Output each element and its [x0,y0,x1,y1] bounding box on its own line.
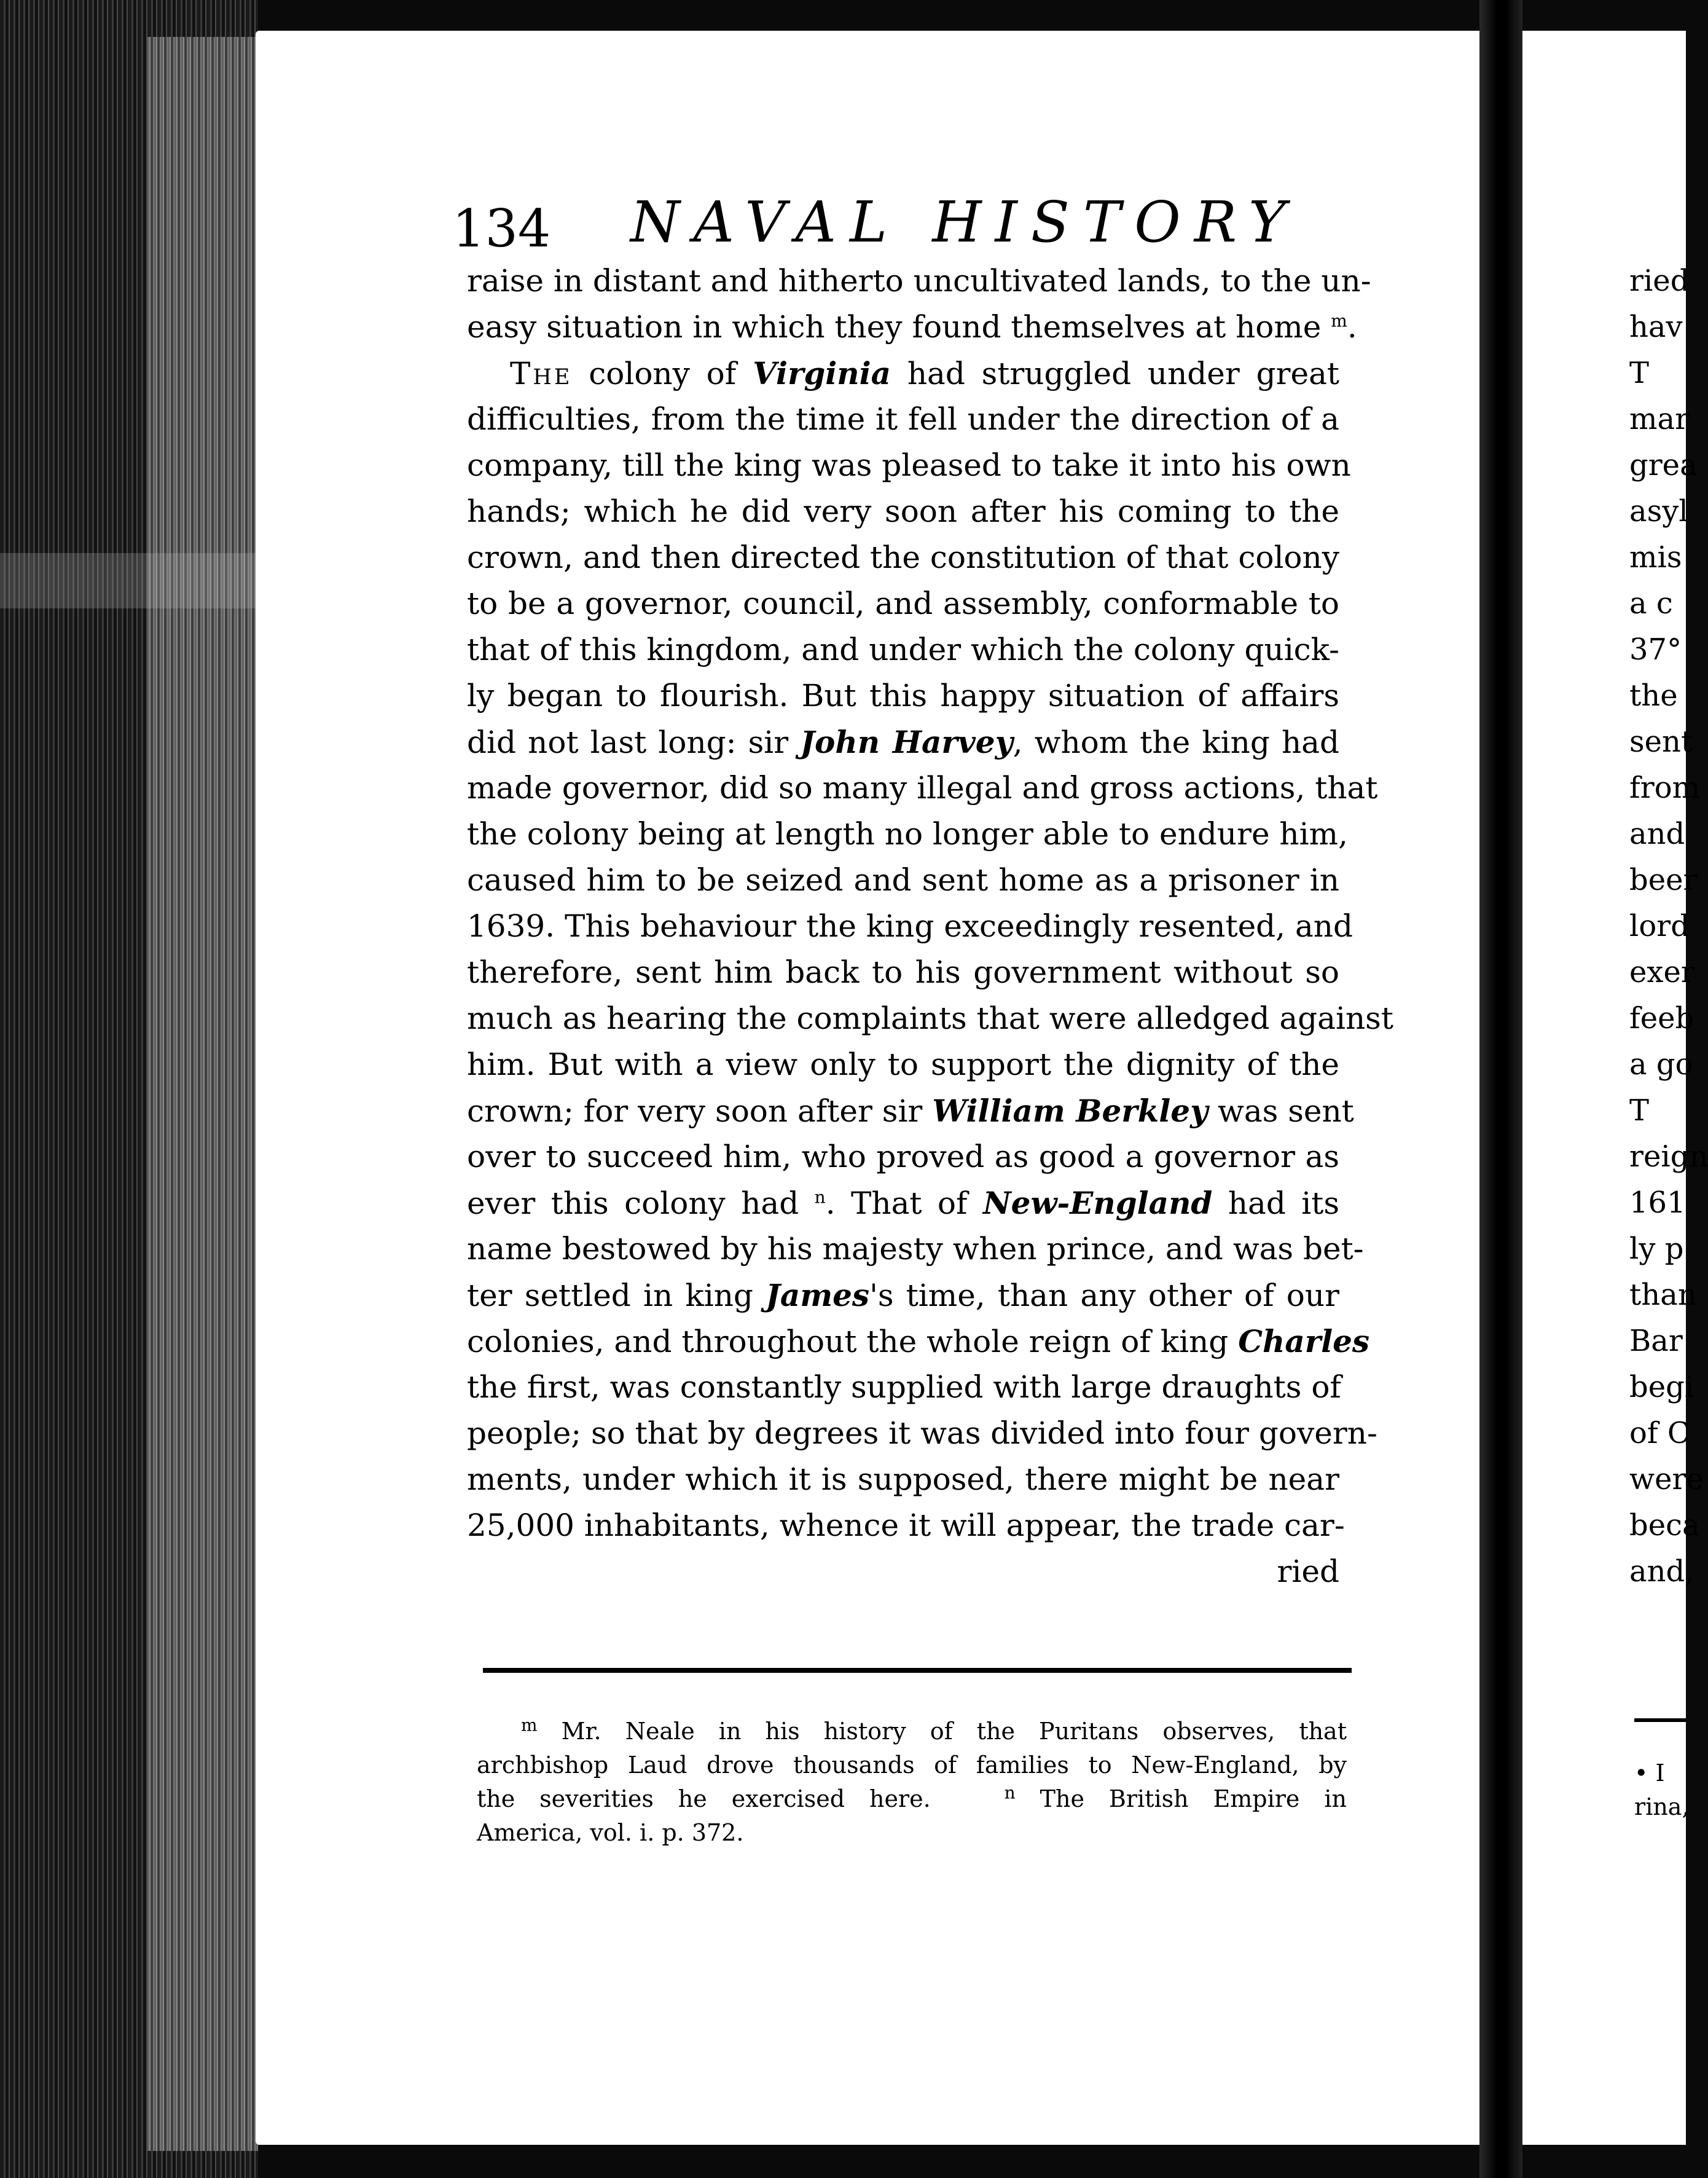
text-line: 1639. This behaviour the king exceedingly resented, and [467,908,1353,944]
right-page-line: were [1629,1462,1704,1496]
right-page-footnote-rule [1634,1718,1686,1722]
book-fore-edge [0,0,258,2178]
footnotes [477,1715,1347,1850]
light-band [0,553,258,608]
body-text [467,258,1393,1595]
right-page-line: and, [1629,1554,1694,1589]
italic-name: John Harvey [800,724,1013,760]
footnote-mark: n [1004,1782,1016,1803]
right-page-footnotes [1634,1756,1690,1824]
right-page-line: asyl [1629,494,1688,529]
text-line: the first, was constantly supplied with large draughts of [467,1369,1341,1405]
right-page-line: grea [1629,448,1698,482]
text-line: over to succeed him, who proved as good a governor as [467,1139,1339,1174]
footnote-mark: n [814,1187,826,1208]
running-head [452,184,1349,264]
text-line: ments, under which it is supposed, there might be near [467,1461,1339,1497]
text-line: the colony being at length no longer able to endure him, [467,816,1348,852]
italic-name: Charles [1238,1323,1370,1359]
text-line: difficulties, from the time it fell under the direction of a [467,401,1339,437]
text-line: crown, and then directed the constitution of that colony [467,540,1339,575]
text-line: him. But with a view only to support the dignity of the [467,1047,1339,1082]
text-line: colonies, and throughout the whole reign of king Charles [467,1323,1370,1359]
text-line: made governor, did so many illegal and gross actions, that [467,770,1378,806]
page-stack-edges [147,37,258,2151]
page-title: NAVAL HISTORY [630,189,1299,255]
right-page-footnote-line: rina, [1634,1793,1690,1820]
right-page-footnote-line: • I [1634,1759,1665,1787]
right-page-line: feeb [1629,1001,1694,1036]
right-page-line: T [1629,1093,1650,1128]
text-line: ter settled in king James's time, than any other of our [467,1277,1339,1313]
right-page-line: ried [1629,264,1690,298]
right-page-line: hav [1629,310,1683,344]
footnote-line: $^m$ Mr. Neale in his history of the Puritans observes, that [521,1715,1347,1745]
text-line: company, till the king was pleased to take it into his own [467,447,1351,483]
right-page-line: and [1629,817,1685,851]
italic-name: James [766,1277,870,1313]
right-page-line: begi [1629,1370,1694,1404]
italic-name: New-England [982,1185,1213,1221]
book-gutter [1479,0,1522,2178]
footnote-line: America, vol. i. p. 372. [477,1819,744,1846]
catchword: ried [1277,1554,1339,1589]
text-line: ever this colony had $^n$. That of New-England had its [467,1185,1340,1221]
footnote-line: archbishop Laud drove thousands of families to New-England, by [477,1751,1347,1779]
right-page-line: T [1629,356,1650,390]
right-page-line: of C [1629,1416,1690,1450]
right-page-line: ly p [1629,1232,1684,1266]
text-line: caused him to be seized and sent home as a prisoner in [467,862,1339,898]
text-line: did not last long: sir John Harvey, whom the king had [467,724,1339,760]
right-page-line: a c [1629,586,1673,621]
small-caps-word: The [510,356,573,391]
text-line: to be a governor, council, and assembly, conformable to [467,586,1339,621]
right-page-line: sent [1629,725,1693,759]
right-page-line: 37° [1629,632,1682,667]
right-page-line: from [1629,771,1701,805]
right-page-line: Bar [1629,1324,1683,1358]
right-page-line: beca [1629,1508,1700,1543]
page-number: 134 [452,199,551,259]
text-line: ly began to flourish. But this happy situation of affairs [467,678,1339,714]
right-page-line: mar [1629,402,1690,436]
right-page-line: mis [1629,540,1682,575]
footnote-mark: m [1331,310,1347,331]
italic-name: Virginia [753,355,891,391]
text-line: therefore, sent him back to his government without so [467,954,1339,990]
right-page-line: exer [1629,955,1695,989]
footnote-line: the severities he exercised here. $^n$ The British Empire in [477,1782,1347,1812]
text-line: raise in distant and hitherto uncultivated lands, to the un- [467,263,1371,299]
text-line: 25,000 inhabitants, whence it will appear, the trade car- [467,1508,1345,1543]
right-page-line: than [1629,1278,1697,1312]
text-line: much as hearing the complaints that were alledged against [467,1001,1393,1036]
text-line: The colony of Virginia had struggled under great [510,355,1339,391]
text-line: people; so that by degrees it was divided into four govern- [467,1415,1377,1451]
right-page-line: beer [1629,863,1698,897]
text-line: hands; which he did very soon after his coming to the [467,493,1339,529]
text-line: crown; for very soon after sir William Berkley was sent [467,1093,1354,1129]
text-line: easy situation in which they found themselves at home $^m$ [467,309,1347,345]
right-page-line: reign [1629,1139,1708,1174]
right-page-line: lord [1629,909,1690,943]
right-page-line: the [1629,678,1678,713]
right-page-text [1629,258,1708,1595]
italic-name: William Berkley [932,1093,1209,1129]
text-line: name bestowed by his majesty when prince, and was bet- [467,1231,1364,1267]
right-page-line: 161 [1629,1185,1686,1220]
text-line: that of this kingdom, and under which the colony quick- [467,632,1339,667]
footnote-mark: m [521,1715,538,1736]
right-page-line: a go [1629,1047,1693,1082]
footnote-rule [483,1668,1352,1673]
